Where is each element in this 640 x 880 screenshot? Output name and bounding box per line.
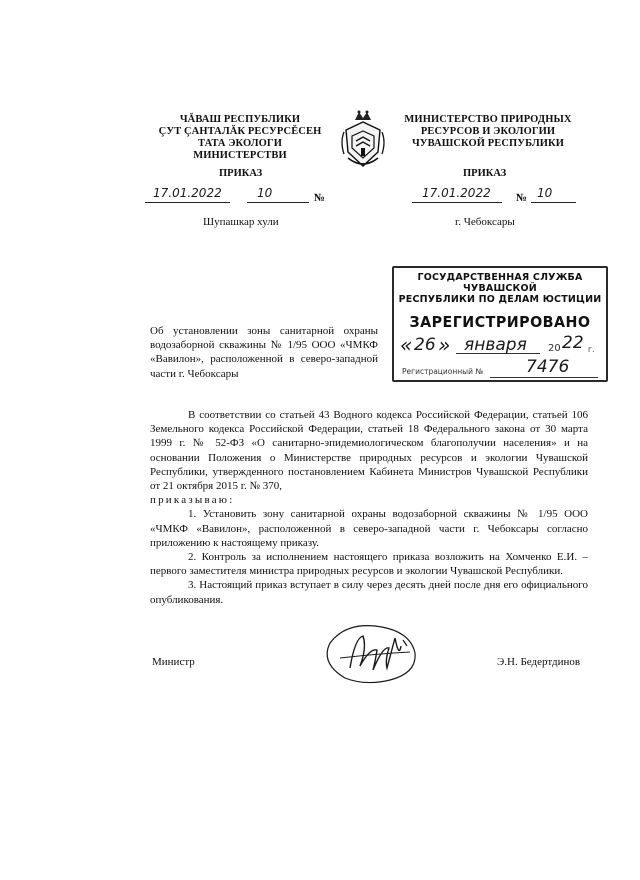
order-body [150,408,588,607]
signatory-position: Министр [152,656,195,668]
header-left-org [150,114,330,162]
chuvash-emblem-icon [338,108,388,172]
header-left-line-1: ЧĂВАШ РЕСПУБЛИКИ [179,114,301,125]
right-city: г. Чебоксары [455,216,515,228]
stamp-year-suffix: 22 [562,333,584,353]
order-word: приказываю: [150,494,235,507]
stamp-reg-label: Регистрационный № [402,367,484,376]
header-left-line-2: ÇУТ ÇАНТАЛĂК РЕСУРСĔСЕН [158,126,322,137]
stamp-org [394,272,606,305]
order-subject: Об установлении зоны санитарной охраны водозаборной скважины № 1/95 ООО «ЧМКФ «Вавилон», расположенной в северо-западной части г. Чебоксары [150,325,378,380]
right-date: 17.01.2022 [422,186,491,200]
stamp-day: 26 [414,335,436,355]
item-3: 3. Настоящий приказ вступает в силу через десять дней после дня его официального опубликования. [150,579,588,606]
left-city: Шупашкар хули [203,216,279,228]
intro-paragraph: В соответствии со статьей 43 Водного кодекса Российской Федерации, статьей 106 Земельного кодекса Российской Федерации, статьей 18 Федерального закона от 30 марта 1999 г. № 52-ФЗ «О санитарно-эпидемиологическом благополучии населения» и на основании Положения о Министерстве природных ресурсов и экологии Чувашской Республики, утвержденного постановлением Кабинета Министров Чувашской Республики от 21 октября 2015 г. № 370, [150,409,588,493]
right-number-sign: № [516,192,528,204]
handwritten-signature-icon [315,618,435,690]
stamp-year-prefix: 20 [548,343,561,354]
stamp-title: ЗАРЕГИСТРИРОВАНО [409,313,591,331]
right-number: 10 [537,186,553,200]
left-number: 10 [257,186,273,200]
left-date: 17.01.2022 [153,186,222,200]
header-left-line-3: ТАТА ЭКОЛОГИ МИНИСТЕРСТВИ [193,138,287,161]
stamp-org-line-1: ГОСУДАРСТВЕННАЯ СЛУЖБА ЧУВАШСКОЙ [417,272,583,294]
header-right-line-1: МИНИСТЕРСТВО ПРИРОДНЫХ [404,114,572,125]
right-doc-type: ПРИКАЗ [463,168,507,179]
header-right-line-3: ЧУВАШСКОЙ РЕСПУБЛИКИ [411,138,565,149]
left-number-line [247,188,309,203]
stamp-reg-row [394,359,606,381]
item-1: 1. Установить зону санитарной охраны водозаборной скважины № 1/95 ООО «ЧМКФ «Вавилон», расположенной в северо-западной части г. Чебоксары согласно приложению к настоящему приказу. [150,508,588,549]
stamp-year-unit: г. [588,345,595,354]
registration-stamp [392,266,608,382]
right-date-line [412,188,502,203]
stamp-date-row: « 26 » января 20 22 г. [400,333,595,357]
signatory-name: Э.Н. Бедертдинов [497,656,581,668]
header-right-org [398,114,578,150]
left-doc-type: ПРИКАЗ [219,168,263,179]
stamp-month: января [464,335,527,355]
item-2: 2. Контроль за исполнением настоящего приказа возложить на Хомченко Е.И. – первого заместителя министра природных ресурсов и экологии Чувашской Республики. [150,551,588,578]
left-number-sign: № [314,192,326,204]
header-right-line-2: РЕСУРСОВ И ЭКОЛОГИИ [420,126,556,137]
left-date-line [145,188,230,203]
stamp-reg-number: 7476 [526,357,570,377]
stamp-org-line-2: РЕСПУБЛИКИ ПО ДЕЛАМ ЮСТИЦИИ [398,294,602,305]
right-number-line [531,188,576,203]
